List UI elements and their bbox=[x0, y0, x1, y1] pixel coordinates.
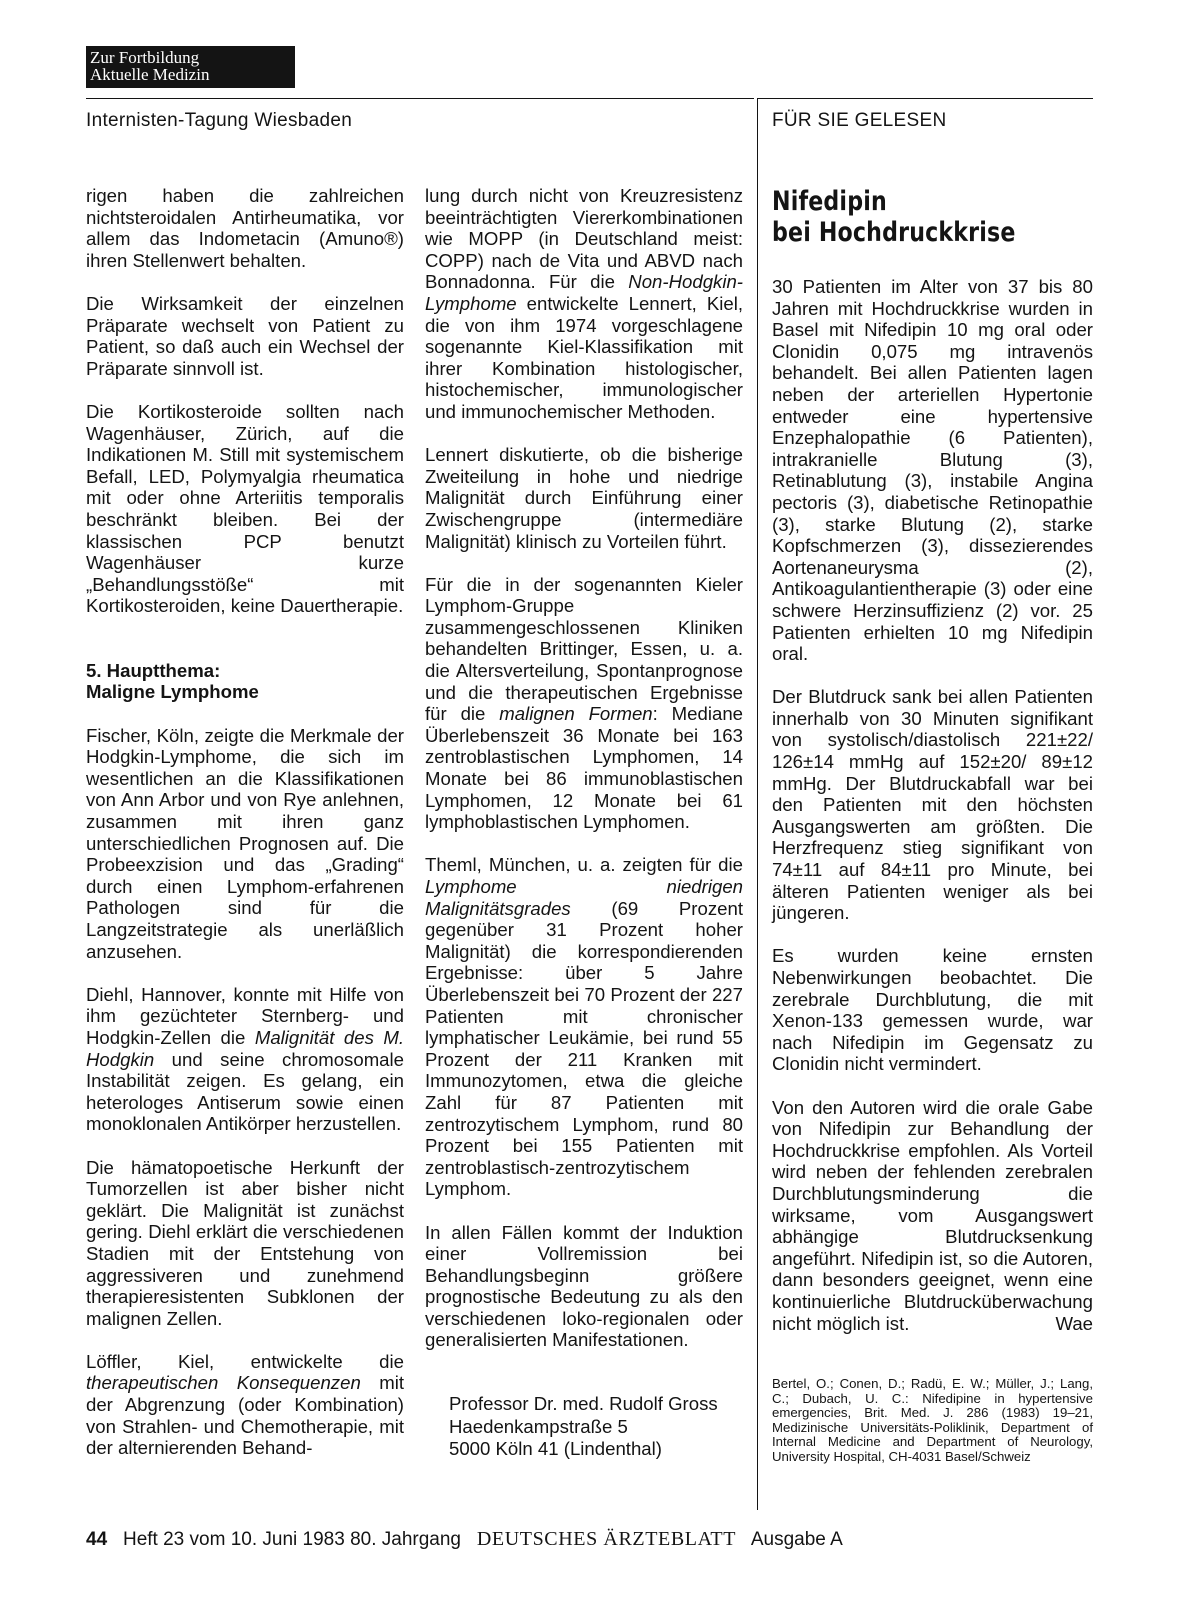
text: und seine chromosomale Instabilität zeigen. Es gelang, ein heterologes Antiserum sowie einen monoklonalen Antikörper herzustellen. bbox=[86, 1048, 404, 1135]
author-name: Professor Dr. med. Rudolf Gross bbox=[449, 1393, 718, 1415]
text: Von den Autoren wird die orale Gabe von Nifedipin zur Behandlung der Hochdruckkrise empfohlen. Als Vorteil wird neben der fehlenden zerebralen Durchblutungsminderung die wirksame, vom Ausgangswert abhängige Blutdrucksenkung angeführt. Nifedipin ist, so die Autoren, dann besonders geeignet, wenn eine kontinuierliche Blutdrucküberwachung nicht möglich ist. bbox=[772, 1096, 1093, 1334]
column-3 bbox=[772, 276, 1093, 1334]
paragraph bbox=[425, 185, 743, 423]
paragraph: 30 Patienten im Alter von 37 bis 80 Jahren mit Hochdruckkrise wurden in Basel mit Nifedipin 10 mg oral oder Clonidin 0,075 mg intravenös behandelt. Bei allen Patienten lagen neben der arteriellen Hypertonie entweder eine hypertensive Enzephalopathie (6 Patienten), intrakranielle Blutung (3), Retinablutung (3), instabile Angina pectoris (3), diabetische Retinopathie (3), starke Blutung (2), starke Kopfschmerzen (3), dissezierendes Aortenaneurysma (2), Antikoagulantientherapie (3) oder eine schwere Herzinsuffizienz (2) vor. 25 Patienten erhielten 10 mg Nifedipin oral. bbox=[772, 276, 1093, 665]
paragraph: Es wurden keine ernsten Nebenwirkungen beobachtet. Die zerebrale Durchblutung, die mit Xenon-133 gemessen wurde, war nach Nifedipin im Gegensatz zu Clonidin nicht vermindert. bbox=[772, 945, 1093, 1075]
paragraph: In allen Fällen kommt der Induktion einer Vollremission bei Behandlungsbeginn größere prognostische Bedeutung zu als den verschiedenen loko-regionalen oder generalisierten Manifestationen. bbox=[425, 1221, 743, 1351]
text: Theml, München, u. a. zeigten für die bbox=[425, 854, 743, 876]
column-2 bbox=[425, 185, 743, 1461]
paragraph: Fischer, Köln, zeigte die Merkmale der Hodgkin-Lymphome, die sich im wesentlichen an die Klassifikationen von Ann Arbor und von Rye anlehnen, zusammen mit ihren ganz unterschiedlichen Prognosen auf. Die Probeexzision und das „Grading“ durch einen Lymphom-erfahrenen Pathologen sind für die Langzeitstrategie als unerläßlich anzusehen. bbox=[86, 724, 404, 962]
article-title bbox=[772, 186, 1016, 248]
emphasis: Malignität des M. Hodgkin bbox=[86, 1026, 404, 1070]
paragraph: Die Wirksamkeit der einzelnen Präparate wechselt von Patient zu Patient, so daß auch ein Wechsel der Präparate sinnvoll ist. bbox=[86, 292, 404, 379]
paragraph: Die hämatopoetische Herkunft der Tumorzellen ist aber bisher nicht geklärt. Die Malignität ist zunächst gering. Diehl erklärt die verschiedenen Stadien mit der Entstehung von aggressiveren und zunehmend therapieresistenten Subklonen der malignen Zellen. bbox=[86, 1156, 404, 1329]
paragraph bbox=[86, 1351, 404, 1459]
author-address bbox=[425, 1393, 743, 1461]
paragraph: Der Blutdruck sank bei allen Patienten innerhalb von 30 Minuten signifikant von systolisch/diastolisch 221±22/ 126±14 mmHg auf 152±20/ 89±12 mmHg. Der Blutdruckabfall war bei den Patienten mit den höchsten Ausgangswerten am größten. Die Herzfrequenz stieg signifikant von 74±11 auf 84±11 pro Minute, bei älteren Patienten weniger als bei jüngeren. bbox=[772, 686, 1093, 924]
paragraph bbox=[425, 574, 743, 833]
text: Löffler, Kiel, entwickelte die bbox=[86, 1350, 404, 1372]
top-rule-right bbox=[757, 98, 1093, 99]
section-banner bbox=[86, 46, 295, 88]
column-1 bbox=[86, 185, 404, 1480]
paragraph: Lennert diskutierte, ob die bisherige Zweiteilung in hohe und niedrige Malignität durch Einführung einer Zwischengruppe (intermediäre Malignität) klinisch zu Vorteilen führt. bbox=[425, 444, 743, 552]
text: lung durch nicht von Kreuzresistenz beeinträchtigten Viererkombinationen wie MOPP (in Deutschland meist: COPP) nach de Vita und ABVD nach Bonnadonna. Für die bbox=[425, 185, 743, 293]
reference-citation: Bertel, O.; Conen, D.; Radü, E. W.; Müller, J.; Lang, C.; Dubach, U. C.: Nifedipine in hypertensive emergencies, Brit. Med. J. 286 (1983) 19–21, Medizinische Universitäts-Poliklinik, Department of Internal Medicine and Department of Neurology, University Hospital, CH-4031 Basel/Schweiz bbox=[772, 1376, 1093, 1464]
heading-line-2: Maligne Lymphome bbox=[86, 681, 259, 703]
issue-info: Heft 23 vom 10. Juni 1983 80. Jahrgang bbox=[122, 1529, 461, 1550]
author-signature: Wae bbox=[1055, 1312, 1093, 1334]
page-footer bbox=[86, 1528, 843, 1551]
emphasis: Non-Hodgkin-Lymphome bbox=[425, 271, 743, 314]
heading-line-1: 5. Hauptthema: bbox=[86, 659, 221, 681]
banner-line-1: Zur Fortbildung bbox=[90, 48, 200, 67]
author-street: Haedenkampstraße 5 bbox=[449, 1415, 628, 1437]
emphasis: Lymphome niedrigen Malignitätsgrades bbox=[425, 876, 743, 919]
top-rule-left bbox=[86, 98, 754, 99]
section-heading bbox=[86, 660, 404, 703]
text: mit der Abgrenzung (oder Kombination) von Strahlen- und Chemotherapie, mit der alternierenden Behand- bbox=[86, 1372, 404, 1459]
text: entwickelte Lennert, Kiel, die von ihm 1974 vorgeschlagene sogenannte Kiel-Klassifikation mit ihrer Kombination histologischer, histochemischer, immunologischer und immunochemischer Methoden. bbox=[425, 292, 743, 422]
text: : Mediane Überlebenszeit 36 Monate bei 163 zentroblastischen Lymphomen, 14 Monate bei 86 immunoblastischen Lymphomen, 12 Monate bei 61 lymphoblastischen Lymphomen. bbox=[425, 703, 743, 833]
text: (69 Prozent gegenüber 31 Prozent hoher Malignität) die korrespondierenden Ergebnisse: über 5 Jahre Überlebenszeit bei 70 Prozent der 227 Patienten mit chronischer lymphatischer Leukämie, bei rund 55 Prozent der 211 Kranken mit Immunozytomen, etwa die gleiche Zahl für 87 Patienten mit zentrozytischem Lymphom, rund 80 Prozent bei 155 Patienten mit zentroblastisch-zentrozytischem Lymphom. bbox=[425, 897, 743, 1200]
banner-line-2: Aktuelle Medizin bbox=[90, 65, 210, 84]
paragraph bbox=[772, 1097, 1093, 1335]
paragraph: rigen haben die zahlreichen nichtsteroidalen Antirheumatika, vor allem das Indometacin (Amuno®) ihren Stellenwert behalten. bbox=[86, 185, 404, 271]
edition: Ausgabe A bbox=[750, 1529, 843, 1550]
magazine-name: DEUTSCHES ÄRZTEBLATT bbox=[476, 1528, 737, 1550]
paragraph bbox=[425, 854, 743, 1200]
paragraph: Die Kortikosteroide sollten nach Wagenhäuser, Zürich, auf die Indikationen M. Still mit systemischem Befall, LED, Polymyalgia rheumatica mit oder ohne Arteriitis temporalis beschränkt bleiben. Bei der klassischen PCP benutzt Wagenhäuser kurze „Behandlungsstöße“ mit Kortikosteroiden, keine Dauertherapie. bbox=[86, 400, 404, 617]
emphasis: therapeutischen Konsequenzen bbox=[86, 1372, 361, 1394]
text: Für die in der sogenannten Kieler Lymphom-Gruppe zusammengeschlossenen Kliniken behandelten Brittinger, Essen, u. a. die Altersverteilung, Spontanprognose und die therapeutischen Ergebnisse für die bbox=[425, 573, 743, 725]
page-number: 44 bbox=[86, 1529, 108, 1550]
title-line-2: bei Hochdruckkrise bbox=[772, 217, 1016, 248]
paragraph bbox=[86, 984, 404, 1135]
text: Diehl, Hannover, konnte mit Hilfe von ihm gezüchteter Sternberg- und Hodgkin-Zellen die bbox=[86, 983, 404, 1048]
title-line-1: Nifedipin bbox=[772, 186, 887, 217]
column-divider bbox=[757, 98, 758, 1510]
author-city: 5000 Köln 41 (Lindenthal) bbox=[449, 1438, 662, 1460]
emphasis: malignen Formen bbox=[499, 703, 653, 725]
section-title-right: FÜR SIE GELESEN bbox=[772, 110, 947, 131]
section-title-left: Internisten-Tagung Wiesbaden bbox=[86, 110, 353, 131]
